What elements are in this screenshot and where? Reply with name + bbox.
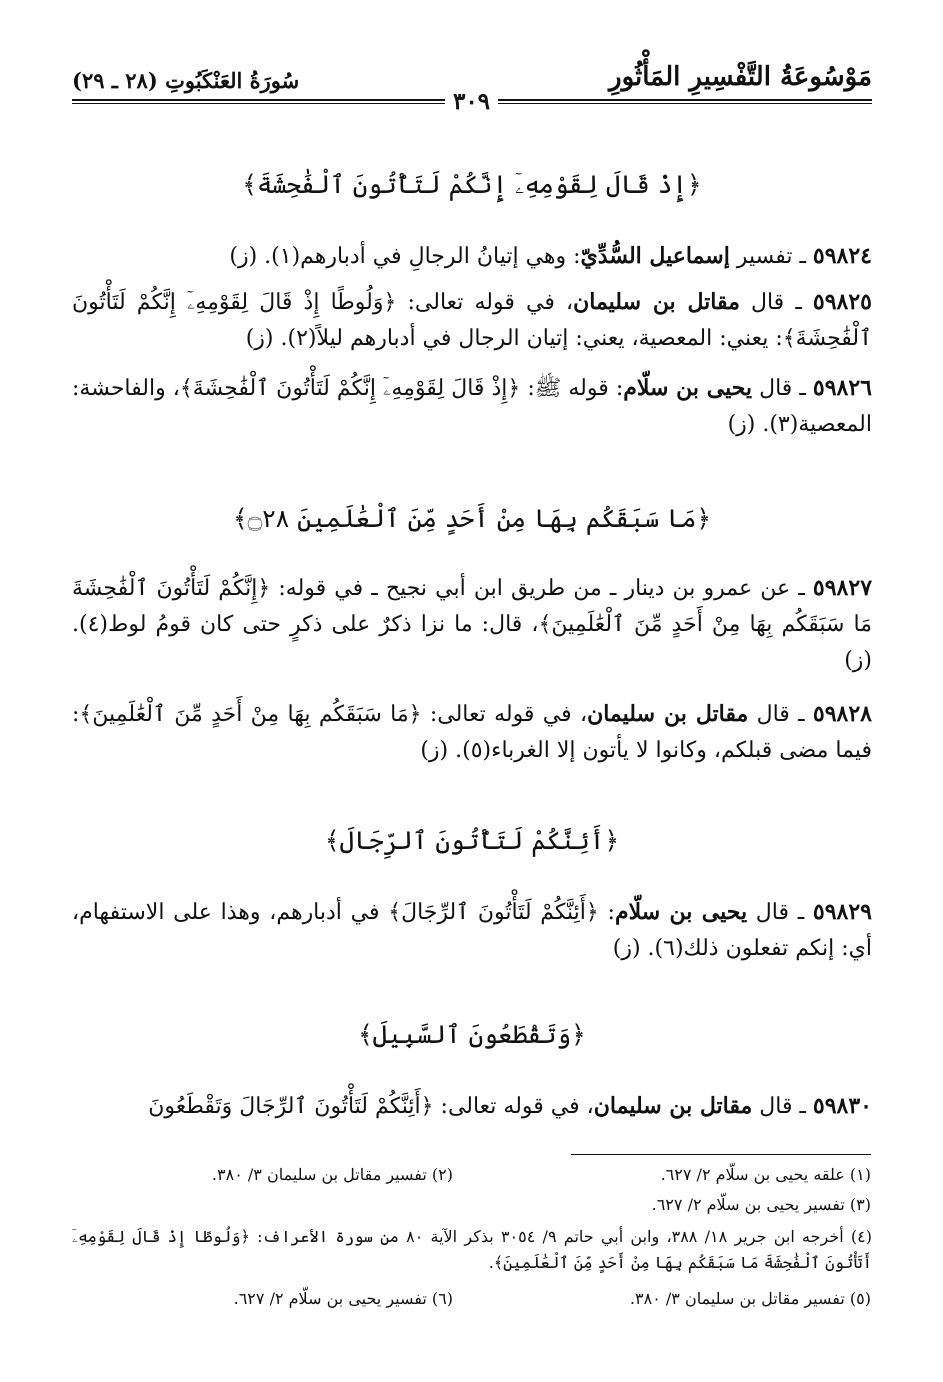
narrator-name: يحيى بن سلّام — [623, 375, 753, 401]
entry-number: ٥٩٨٢٨ — [812, 701, 872, 727]
narrator-name: مقاتل بن سليمان — [593, 1093, 753, 1119]
entry-number: ٥٩٨٢٧ — [812, 575, 873, 601]
entry: ٥٩٨٣٠ ـ قال مقاتل بن سليمان، في قوله تعالى: ﴿أَئِنَّكُمْ لَتَأْتُونَ ٱلرِّجَالَ وَتَقْطَعُونَ — [148, 1093, 872, 1119]
entry: ٥٩٨٢٦ ـ قال يحيى بن سلّام: قوله ﷺ: ﴿إِذْ قَالَ لِقَوْمِهِۦٓ إِنَّكُمْ لَتَأْتُونَ ٱلْفَٰحِشَةَ﴾، والفاحشة: المعصية(٣). (ز) — [72, 375, 872, 437]
entry: ٥٩٨٢٩ ـ قال يحيى بن سلّام: ﴿أَئِنَّكُمْ لَتَأْتُونَ ٱلرِّجَالَ﴾ في أدبارهم، وهذا على الاستفهام، أي: إنكم تفعلون ذلك(٦). (ز) — [72, 899, 872, 961]
verse-heading: ﴿مَا سَبَقَكُم بِهَا مِنْ أَحَدٍ مِّنَ ٱلْعَٰلَمِينَ ۝٢٨﴾ — [232, 504, 711, 533]
footnote: (٦) تفسير يحيى بن سلّام ٢/ ٦٢٧. — [233, 1289, 453, 1308]
narrator-name: مقاتل بن سليمان — [573, 289, 740, 315]
footnote: (١) علقه يحيى بن سلّام ٢/ ٦٢٧. — [660, 1165, 871, 1184]
book-title: مَوْسُوعَةُ التَّفْسِيرِ المَأْثُورِ — [609, 62, 872, 92]
footnote: (٥) تفسير مقاتل بن سليمان ٣/ ٣٨٠. — [629, 1289, 871, 1308]
entry-number: ٥٩٨٣٠ — [812, 1093, 872, 1119]
surah-label: سُورَةُ العَنْكَبُوتِ (٢٨ ـ ٢٩) — [72, 68, 300, 93]
footnote: (٣) تفسير يحيى بن سلّام ٢/ ٦٢٧. — [651, 1195, 871, 1214]
entry: ٥٩٨٢٤ ـ تفسير إسماعيل السُّدِّيّ: وهي إتيانُ الرجالِ في أدبارهم(١). (ز) — [229, 243, 872, 269]
entry: ٥٩٨٢٨ ـ قال مقاتل بن سليمان، في قوله تعالى: ﴿مَا سَبَقَكُم بِهَا مِنْ أَحَدٍ مِّنَ ٱلْعَٰلَمِينَ﴾: فيما مضى قبلكم، وكانوا لا يأتون إلا الغرباء(٥). (ز) — [72, 701, 872, 763]
narrator-name: إسماعيل السُّدِّيّ — [580, 243, 730, 269]
page-number: ٣٠٩ — [0, 88, 943, 115]
entry-number: ٥٩٨٢٤ — [812, 243, 872, 269]
entry-number: ٥٩٨٢٥ — [812, 289, 872, 315]
narrator-name: مقاتل بن سليمان — [587, 701, 749, 727]
footnote: (٢) تفسير مقاتل بن سليمان ٣/ ٣٨٠. — [211, 1165, 453, 1184]
entry: ٥٩٨٢٥ ـ قال مقاتل بن سليمان، في قوله تعالى: ﴿وَلُوطًا إِذْ قَالَ لِقَوْمِهِۦٓ إِنَّكُمْ لَتَأْتُونَ ٱلْفَٰحِشَةَ﴾: يعني: المعصية، يعني: إتيان الرجال في أدبارهم ليلاً(٢). (ز) — [72, 289, 872, 351]
footnote: (٤) أخرجه ابن جرير ١٨/ ٣٨٨، وابن أبي حاتم ٩/ ٣٠٥٤ بذكر الآية ٨٠ من سورة الأعراف: ﴿وَلُوطًا إِذْ قَالَ لِقَوْمِهِۦٓ أَتَأْتُونَ ٱلْفَٰحِشَةَ مَا سَبَقَكُم بِهَا مِنْ أَحَدٍ مِّنَ ٱلْعَٰلَمِينَ﴾. — [72, 1227, 873, 1272]
verse-heading: ﴿إِذْ قَالَ لِقَوْمِهِۦٓ إِنَّكُمْ لَتَأْتُونَ ٱلْفَٰحِشَةَ﴾ — [242, 170, 702, 199]
verse-heading: ﴿أَئِنَّكُمْ لَتَأْتُونَ ٱلرِّجَالَ﴾ — [324, 826, 620, 855]
verse-heading: ﴿وَتَقْطَعُونَ ٱلسَّبِيلَ﴾ — [358, 1020, 586, 1049]
entry-number: ٥٩٨٢٩ — [812, 899, 872, 925]
entry-number: ٥٩٨٢٦ — [812, 375, 872, 401]
narrator-name: يحيى بن سلّام — [614, 899, 748, 925]
footnote-rule — [571, 1154, 871, 1155]
entry: ٥٩٨٢٧ ـ عن عمرو بن دينار ـ من طريق ابن أبي نجيح ـ في قوله: ﴿إِنَّكُمْ لَتَأْتُونَ ٱلْفَٰحِشَةَ مَا سَبَقَكُم بِهَا مِنْ أَحَدٍ مِّنَ ٱلْعَٰلَمِينَ﴾، قال: ما نزا ذكرٌ على ذكرٍ حتى كان قومُ لوط(٤). (ز) — [72, 575, 873, 673]
